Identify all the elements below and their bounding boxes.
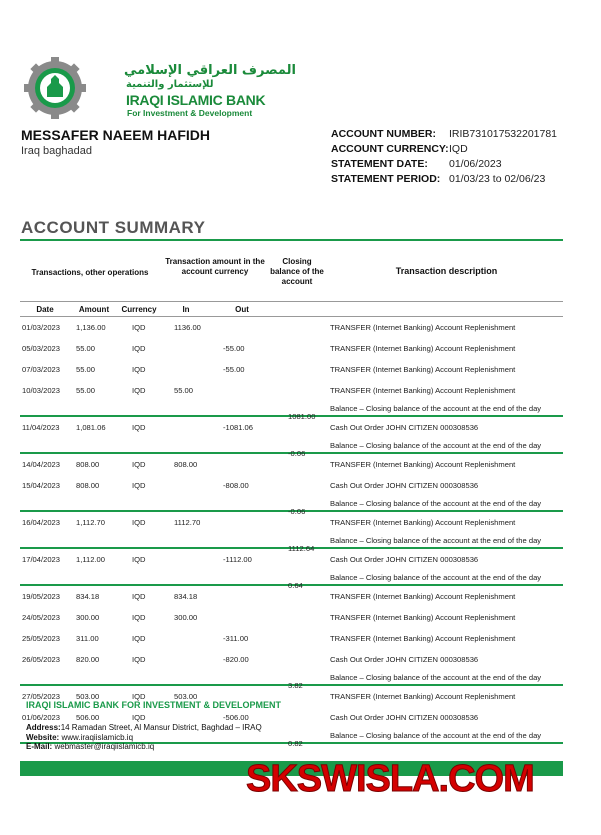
cell-description: TRANSFER (Internet Banking) Account Replenishment xyxy=(330,692,516,701)
balance-row xyxy=(20,438,563,458)
cell-currency: IQD xyxy=(132,323,146,332)
cell-amount: 503.00 xyxy=(76,692,100,701)
cell-description: Cash Out Order JOHN CITIZEN 000308536 xyxy=(330,555,479,564)
cell-balance-description: Balance – Closing balance of the account at the end of the day xyxy=(330,404,542,413)
cell-description: TRANSFER (Internet Banking) Account Replenishment xyxy=(330,460,516,469)
table-row xyxy=(20,649,563,670)
table-row xyxy=(20,317,563,338)
cell-closing-balance: -0.06 xyxy=(288,449,306,458)
cell-in: 1112.70 xyxy=(174,518,201,527)
cell-currency: IQD xyxy=(132,592,146,601)
cell-currency: IQD xyxy=(132,613,146,622)
balance-row xyxy=(20,570,563,590)
transaction-group xyxy=(20,317,563,421)
cell-currency: IQD xyxy=(132,423,146,432)
cell-currency: IQD xyxy=(132,481,146,490)
balance-row xyxy=(20,670,563,690)
header-out: Out xyxy=(235,305,249,314)
transaction-group xyxy=(20,512,563,553)
cell-out: -311.00 xyxy=(223,634,249,643)
cell-date: 05/03/2023 xyxy=(22,344,61,353)
cell-in: 1136.00 xyxy=(174,323,201,332)
cell-date: 11/04/2023 xyxy=(22,423,60,432)
cell-description: TRANSFER (Internet Banking) Account Replenishment xyxy=(330,518,516,527)
email-link[interactable]: webmaster@iraqiislamicb.iq xyxy=(54,742,155,751)
cell-amount: 820.00 xyxy=(76,655,100,664)
cell-description: Cash Out Order JOHN CITIZEN 000308536 xyxy=(330,481,479,490)
table-row xyxy=(20,454,563,475)
cell-description: Cash Out Order JOHN CITIZEN 000308536 xyxy=(330,713,479,722)
statement-period-label: STATEMENT PERIOD: xyxy=(331,173,441,185)
cell-amount: 1,112.00 xyxy=(76,555,105,564)
transaction-group xyxy=(20,417,563,458)
contact-info xyxy=(26,723,262,752)
cell-description: TRANSFER (Internet Banking) Account Replenishment xyxy=(330,323,516,332)
cell-amount: 808.00 xyxy=(76,460,100,469)
cell-amount: 1,112.70 xyxy=(76,518,105,527)
table-row xyxy=(20,380,563,401)
cell-amount: 1,136.00 xyxy=(76,323,106,332)
cell-currency: IQD xyxy=(132,518,146,527)
table-row xyxy=(20,586,563,607)
cell-currency: IQD xyxy=(132,634,146,643)
account-currency-label: ACCOUNT CURRENCY: xyxy=(331,143,449,155)
table-row xyxy=(20,512,563,533)
cell-date: 07/03/2023 xyxy=(22,365,61,374)
cell-out: -55.00 xyxy=(223,344,245,353)
transaction-group xyxy=(20,549,563,590)
balance-row xyxy=(20,401,563,421)
address-label: Address: xyxy=(26,723,61,732)
cell-description: TRANSFER (Internet Banking) Account Replenishment xyxy=(330,634,516,643)
cell-date: 10/03/2023 xyxy=(22,386,61,395)
bank-logo xyxy=(24,57,296,119)
cell-amount: 311.00 xyxy=(76,634,99,643)
cell-in: 808.00 xyxy=(174,460,198,469)
statement-period: 01/03/23 to 02/06/23 xyxy=(449,173,546,185)
cell-in: 300.00 xyxy=(174,613,198,622)
cell-amount: 300.00 xyxy=(76,613,100,622)
divider xyxy=(20,239,563,241)
bank-arabic-name: المصرف العراقي الإسلامي xyxy=(124,63,296,78)
cell-balance-description: Balance – Closing balance of the account at the end of the day xyxy=(330,573,542,582)
website-label: Website: xyxy=(26,732,60,742)
header-closing-balance: Closing balance of the account xyxy=(270,257,324,286)
header-transactions: Transactions, other operations xyxy=(31,268,149,277)
footer-bank-name: IRAQI ISLAMIC BANK FOR INVESTMENT & DEVELOPMENT xyxy=(26,700,282,710)
cell-date: 15/04/2023 xyxy=(22,481,61,490)
cell-description: TRANSFER (Internet Banking) Account Replenishment xyxy=(330,613,516,622)
cell-in: 503.00 xyxy=(174,692,198,701)
table-row xyxy=(20,359,563,380)
email-label: E-Mail: xyxy=(26,742,53,751)
cell-out: -1112.00 xyxy=(223,555,252,564)
cell-date: 19/05/2023 xyxy=(22,592,61,601)
cell-currency: IQD xyxy=(132,386,146,395)
bank-arabic-subtitle: للإستثمار والتنمية xyxy=(126,79,214,90)
cell-date: 25/05/2023 xyxy=(22,634,61,643)
cell-out: -506.00 xyxy=(223,713,249,722)
address: 14 Ramadan Street, Al Mansur District, Baghdad – IRAQ xyxy=(60,723,262,732)
table-row xyxy=(20,338,563,359)
cell-in: 834.18 xyxy=(174,592,198,601)
cell-date: 26/05/2023 xyxy=(22,655,61,664)
header-amount: Amount xyxy=(78,305,110,314)
cell-out: -820.00 xyxy=(223,655,249,664)
statement-date: 01/06/2023 xyxy=(449,158,502,170)
bank-subtitle: For Investment & Development xyxy=(127,108,253,118)
account-number: IRIB731017532201781 xyxy=(449,128,558,140)
header-description: Transaction description xyxy=(395,266,498,276)
cell-closing-balance: 3.82 xyxy=(288,681,303,690)
cell-date: 14/04/2023 xyxy=(22,460,61,469)
cell-description: Cash Out Order JOHN CITIZEN 000308536 xyxy=(330,655,479,664)
table-subheader xyxy=(20,302,563,317)
cell-amount: 55.00 xyxy=(76,344,96,353)
cell-date: 17/04/2023 xyxy=(22,555,61,564)
header-currency: Currency xyxy=(121,305,157,314)
balance-row xyxy=(20,533,563,553)
account-number-label: ACCOUNT NUMBER: xyxy=(331,128,436,140)
cell-currency: IQD xyxy=(132,460,146,469)
cell-date: 27/05/2023 xyxy=(22,692,61,701)
cell-date: 01/03/2023 xyxy=(22,323,61,332)
statement-date-label: STATEMENT DATE: xyxy=(331,158,428,170)
cell-description: TRANSFER (Internet Banking) Account Replenishment xyxy=(330,592,516,601)
cell-amount: 55.00 xyxy=(76,386,96,395)
cell-description: TRANSFER (Internet Banking) Account Replenishment xyxy=(330,386,516,395)
cell-description: TRANSFER (Internet Banking) Account Replenishment xyxy=(330,365,516,374)
cell-out: -55.00 xyxy=(223,365,245,374)
cell-currency: IQD xyxy=(132,713,146,722)
cell-currency: IQD xyxy=(132,692,146,701)
cell-description: TRANSFER (Internet Banking) Account Replenishment xyxy=(330,344,516,353)
table-row xyxy=(20,607,563,628)
bank-name: IRAQI ISLAMIC BANK xyxy=(126,92,266,108)
cell-amount: 55.00 xyxy=(76,365,96,374)
customer-city: Iraq baghadad xyxy=(21,145,92,157)
bank-emblem-icon xyxy=(24,57,86,119)
cell-balance-description: Balance – Closing balance of the account at the end of the day xyxy=(330,731,542,740)
cell-balance-description: Balance – Closing balance of the account at the end of the day xyxy=(330,499,542,508)
table-row xyxy=(20,628,563,649)
table-row xyxy=(20,417,563,438)
section-title: ACCOUNT SUMMARY xyxy=(21,218,206,237)
cell-amount: 808.00 xyxy=(76,481,100,490)
cell-balance-description: Balance – Closing balance of the account at the end of the day xyxy=(330,673,542,682)
cell-date: 01/06/2023 xyxy=(22,713,61,722)
balance-row xyxy=(20,496,563,516)
cell-out: -1081.06 xyxy=(223,423,253,432)
cell-closing-balance: 1081.00 xyxy=(288,412,316,421)
cell-currency: IQD xyxy=(132,365,146,374)
cell-date: 16/04/2023 xyxy=(22,518,61,527)
website-link[interactable]: www.iraqiislamicb.iq xyxy=(61,732,134,742)
account-info xyxy=(331,127,557,187)
cell-closing-balance: 1112.64 xyxy=(288,544,315,553)
cell-currency: IQD xyxy=(132,344,146,353)
table-header xyxy=(20,250,563,302)
cell-balance-description: Balance – Closing balance of the account at the end of the day xyxy=(330,536,542,545)
cell-amount: 1,081.06 xyxy=(76,423,106,432)
cell-amount: 506.00 xyxy=(76,713,100,722)
watermark: SKSWISLA.COM xyxy=(246,758,534,800)
cell-description: Cash Out Order JOHN CITIZEN 000308536 xyxy=(330,423,479,432)
cell-currency: IQD xyxy=(132,555,146,564)
cell-date: 24/05/2023 xyxy=(22,613,61,622)
table-row xyxy=(20,549,563,570)
cell-balance-description: Balance – Closing balance of the account at the end of the day xyxy=(330,441,542,450)
header-amount-currency: Transaction amount in the account currency xyxy=(165,257,265,276)
account-currency: IQD xyxy=(449,143,468,155)
cell-currency: IQD xyxy=(132,655,146,664)
header-in: In xyxy=(182,305,190,314)
cell-closing-balance: -0.06 xyxy=(288,507,306,516)
transaction-group xyxy=(20,586,563,690)
cell-out: -808.00 xyxy=(223,481,249,490)
table-row xyxy=(20,475,563,496)
transaction-group xyxy=(20,454,563,516)
cell-in: 55.00 xyxy=(174,386,194,395)
cell-closing-balance: 0.82 xyxy=(288,739,303,748)
customer-name: MESSAFER NAEEM HAFIDH xyxy=(21,127,211,143)
header-date: Date xyxy=(36,305,54,314)
cell-amount: 834.18 xyxy=(76,592,100,601)
cell-closing-balance: 0.64 xyxy=(288,581,303,590)
